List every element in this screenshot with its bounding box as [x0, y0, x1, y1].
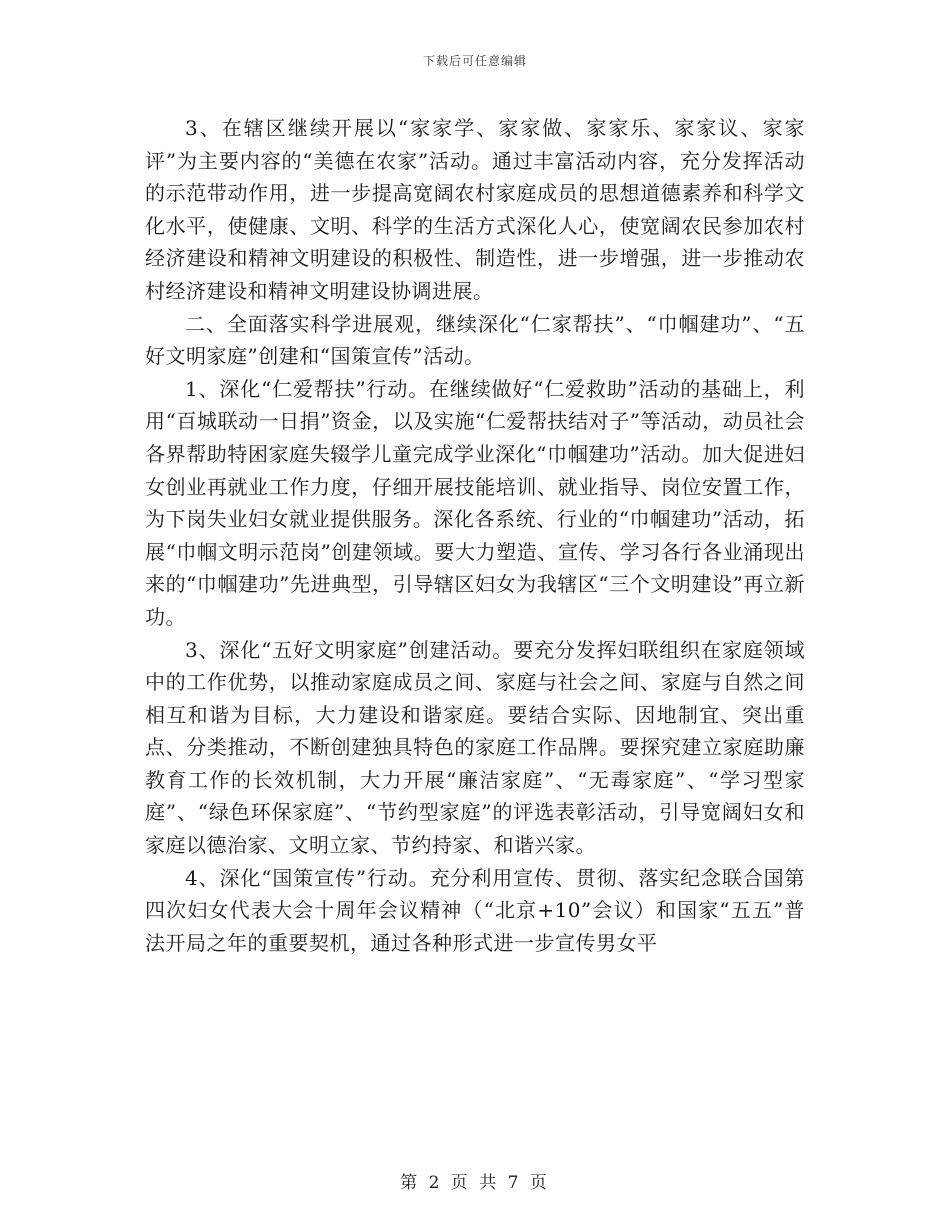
paragraph-4: 3、深化“五好文明家庭”创建活动。要充分发挥妇联组织在家庭领域中的工作优势，以推动家庭成员之间、家庭与社会之间、家庭与自然之间相互和谐为目标，大力建设和谐家庭。要结合实际、因地制宜、突出重点、分类推动，不断创建独具特色的家庭工作品牌。要探究建立家庭助廉教育工作的长效机制，大力开展“廉洁家庭”、“无毒家庭”、“学习型家庭”、“绿色环保家庭”、“节约型家庭”的评选表彰活动，引导宽阔妇女和家庭以德治家、文明立家、节约持家、和谐兴家。: [145, 637, 805, 858]
paragraph-5: 4、深化“国策宣传”行动。充分利用宣传、贯彻、落实纪念联合国第四次妇女代表大会十周年会议精神（“北京+10”会议）和国家“五五”普法开局之年的重要契机，通过各种形式进一步宣传男女平: [145, 865, 805, 955]
document-body: [145, 112, 805, 959]
page-header: 下载后可任意编辑: [422, 54, 527, 68]
page-number: 第 2 页 共 7 页: [400, 1173, 550, 1193]
paragraph-3: 1、深化“仁爱帮扶”行动。在继续做好“仁爱救助”活动的基础上，利用“百城联动一日捐”资金，以及实施“仁爱帮扶结对子”等活动，动员社会各界帮助特困家庭失辍学儿童完成学业深化“巾帼建功”活动。加大促进妇女创业再就业工作力度，仔细开展技能培训、就业指导、岗位安置工作，为下岗失业妇女就业提供服务。深化各系统、行业的“巾帼建功”活动，拓展“巾帼文明示范岗”创建领域。要大力塑造、宣传、学习各行各业涌现出来的“巾帼建功”先进典型，引导辖区妇女为我辖区“三个文明建设”再立新功。: [145, 376, 805, 629]
paragraph-1: 3、在辖区继续开展以“家家学、家家做、家家乐、家家议、家家评”为主要内容的“美德在农家”活动。通过丰富活动内容，充分发挥活动的示范带动作用，进一步提高宽阔农村家庭成员的思想道德素养和科学文化水平，使健康、文明、科学的生活方式深化人心，使宽阔农民参加农村经济建设和精神文明建设的积极性、制造性，进一步增强，进一步推动农村经济建设和精神文明建设协调进展。: [145, 116, 805, 303]
paragraph-2: 二、全面落实科学进展观，继续深化“仁家帮扶”、“巾帼建功”、“五好文明家庭”创建和“国策宣传”活动。: [145, 311, 805, 369]
